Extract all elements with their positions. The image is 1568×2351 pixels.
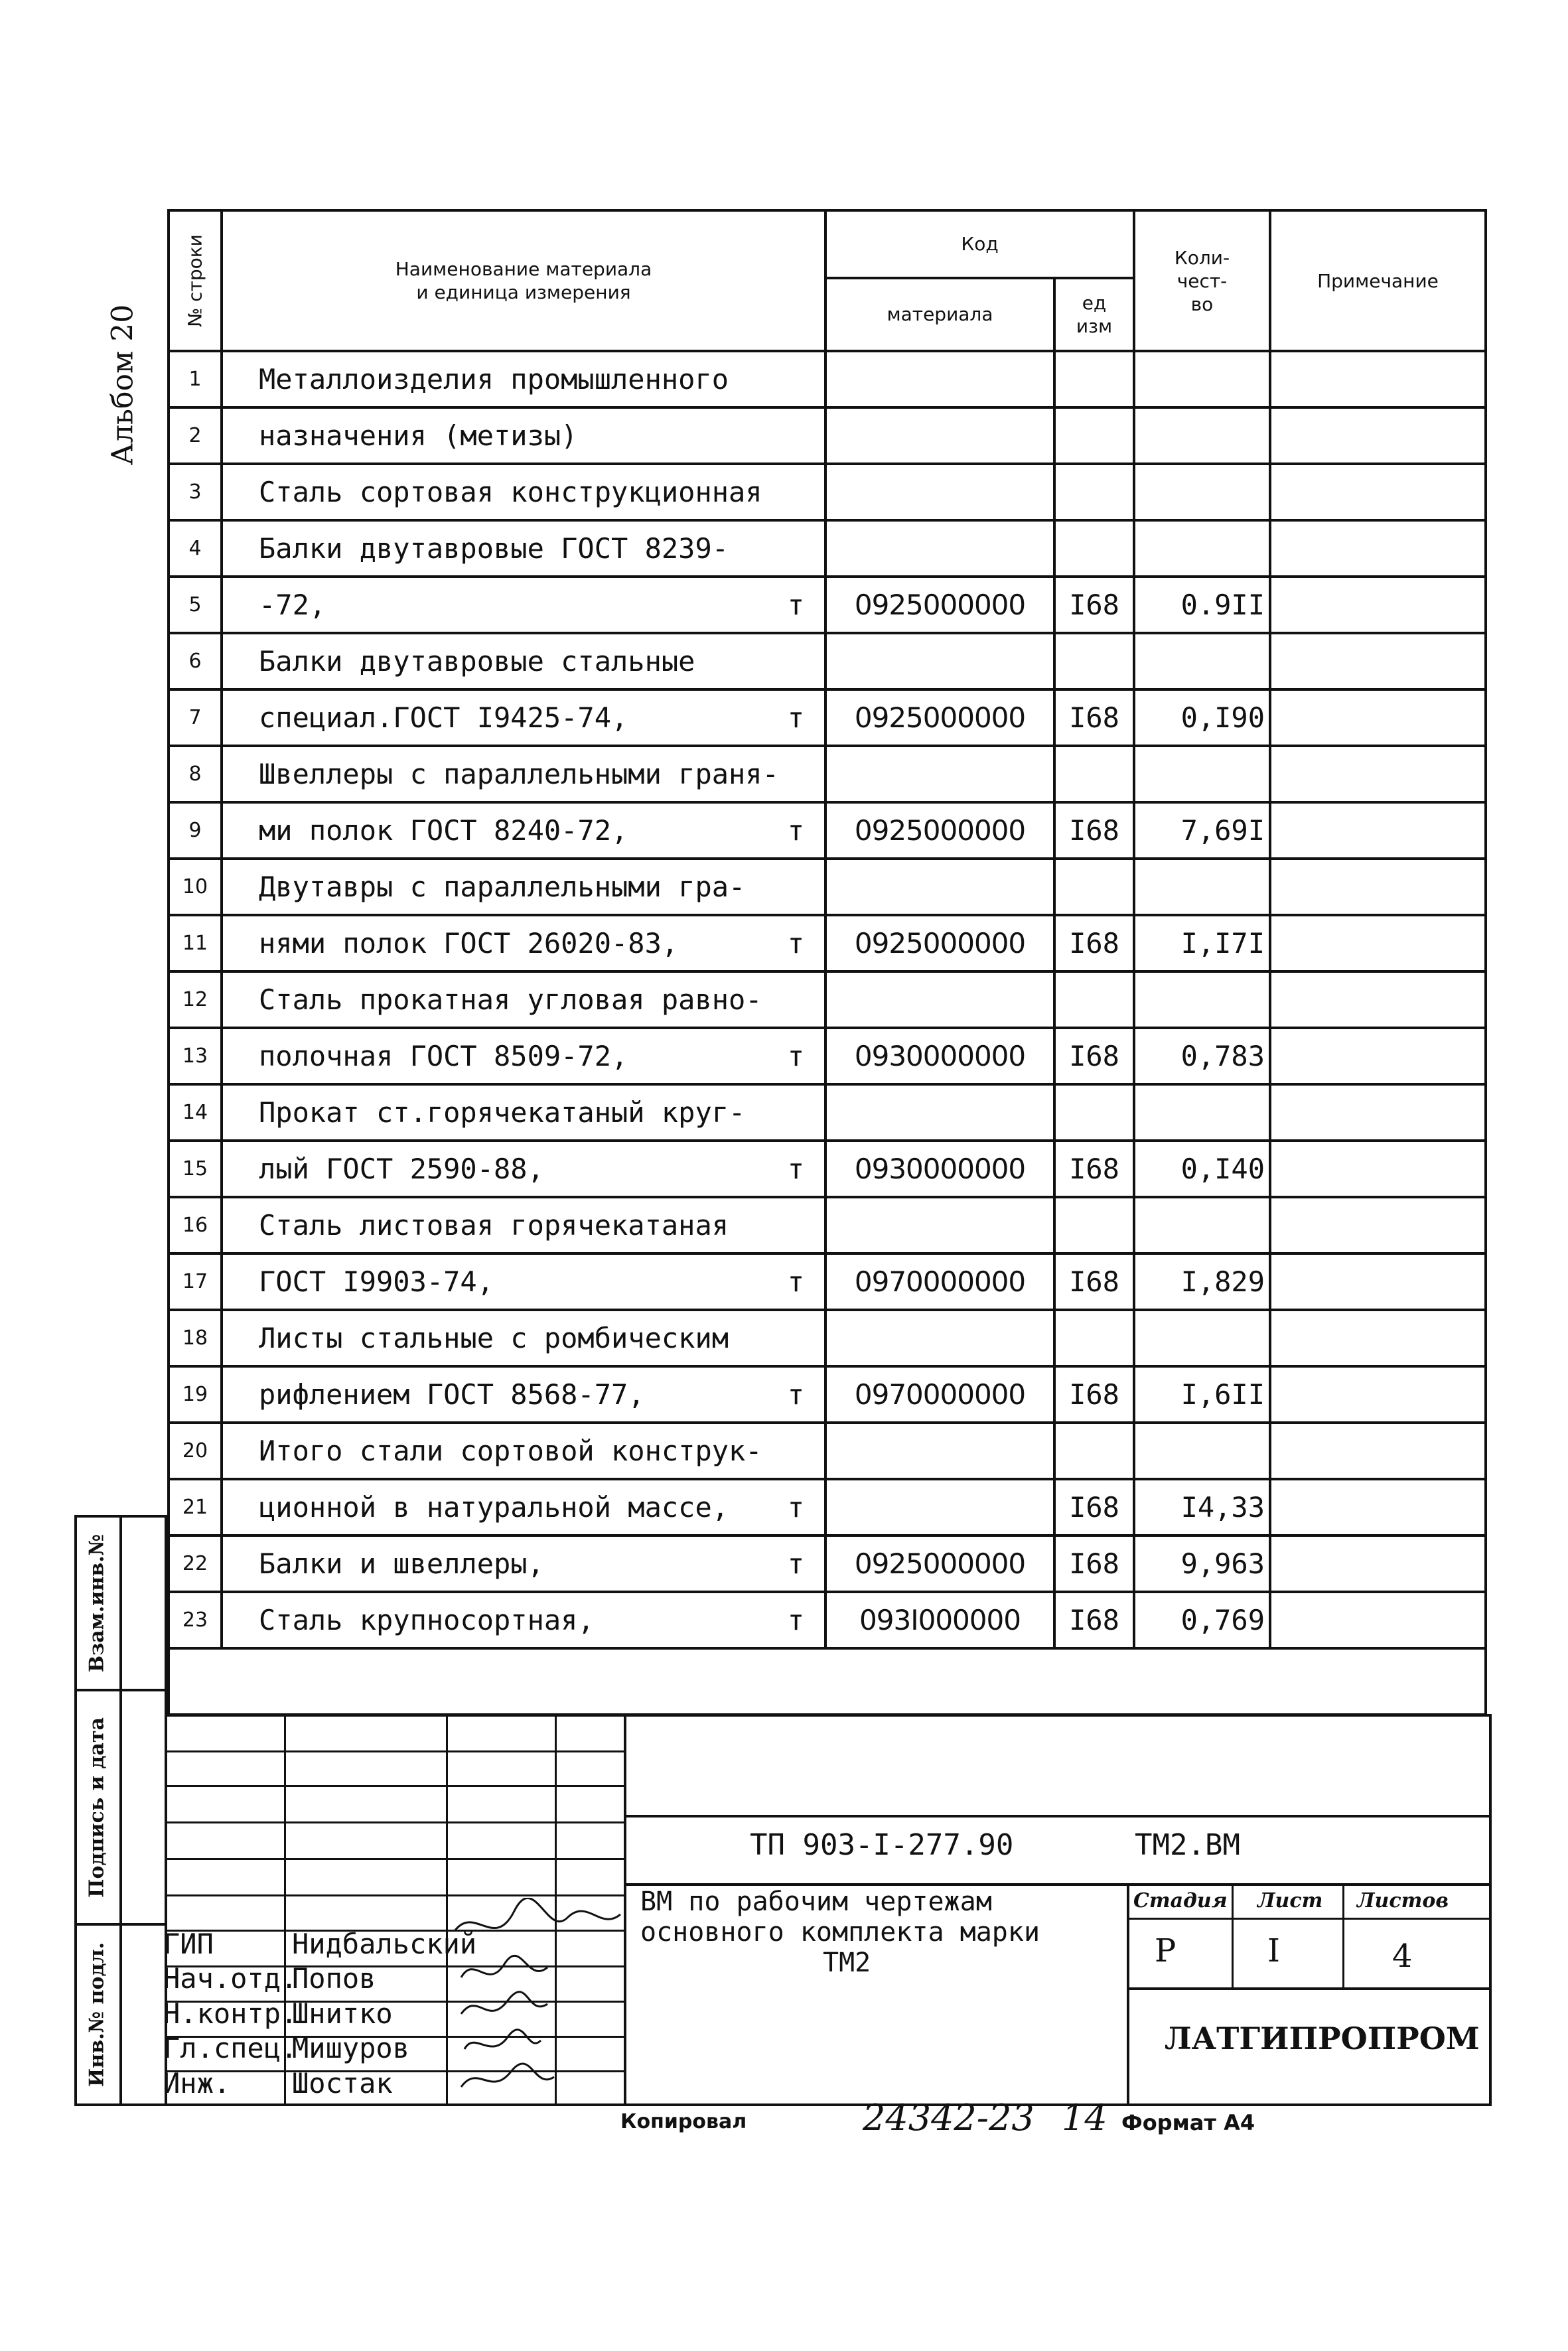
unit-code xyxy=(1054,1084,1134,1141)
material-code xyxy=(825,520,1054,577)
material-name-cell xyxy=(222,1253,825,1310)
material-name-cell xyxy=(222,971,825,1028)
header-name: Наименование материала и единица измерения xyxy=(222,210,825,351)
side-podpis-label: Подпись и дата xyxy=(85,1717,109,1898)
row-number: 7 xyxy=(169,689,222,746)
row-number: 10 xyxy=(169,859,222,915)
note xyxy=(1270,1535,1486,1592)
note xyxy=(1270,802,1486,859)
material-code xyxy=(825,1084,1054,1141)
material-code: 0930000000 xyxy=(825,1028,1054,1084)
row-number: 20 xyxy=(169,1423,222,1479)
material-unit: т xyxy=(787,927,804,960)
doc-title: ВМ по рабочим чертежам основного комплекта марки ТМ2 xyxy=(640,1887,1040,1978)
material-name-cell xyxy=(222,859,825,915)
header-qty: Коли- чест- во xyxy=(1134,210,1270,351)
doc-code: ТП 903-I-277.90 xyxy=(750,1828,1014,1862)
sheets-label: Листов xyxy=(1357,1889,1449,1912)
material-name: Сталь прокатная угловая равно- xyxy=(259,983,762,1016)
table-row xyxy=(169,1197,1486,1253)
note xyxy=(1270,1028,1486,1084)
table-row xyxy=(169,1366,1486,1423)
row-number: 8 xyxy=(169,746,222,802)
row-number: 17 xyxy=(169,1253,222,1310)
quantity: 0,769 xyxy=(1134,1592,1270,1648)
quantity: 9,963 xyxy=(1134,1535,1270,1592)
material-unit: т xyxy=(787,1040,804,1072)
table-row xyxy=(169,1535,1486,1592)
row-number: 22 xyxy=(169,1535,222,1592)
quantity: I,I7I xyxy=(1134,915,1270,971)
note xyxy=(1270,464,1486,520)
unit-code: I68 xyxy=(1054,1366,1134,1423)
material-code xyxy=(825,1423,1054,1479)
row-number: 23 xyxy=(169,1592,222,1648)
note xyxy=(1270,1479,1486,1535)
material-name: рифлением ГОСТ 8568-77, xyxy=(259,1378,645,1411)
material-code xyxy=(825,1479,1054,1535)
note xyxy=(1270,746,1486,802)
material-code: 0925000000 xyxy=(825,802,1054,859)
row-number: 16 xyxy=(169,1197,222,1253)
material-name-cell xyxy=(222,1141,825,1197)
unit-code xyxy=(1054,1197,1134,1253)
quantity: I4,33 xyxy=(1134,1479,1270,1535)
row-number: 21 xyxy=(169,1479,222,1535)
unit-code xyxy=(1054,1310,1134,1366)
material-name: -72, xyxy=(259,589,326,621)
material-unit: т xyxy=(787,1378,804,1411)
note xyxy=(1270,1366,1486,1423)
quantity xyxy=(1134,1197,1270,1253)
materials-table xyxy=(167,209,1487,1716)
quantity xyxy=(1134,1084,1270,1141)
material-name: Сталь сортовая конструкционная xyxy=(259,476,762,508)
note xyxy=(1270,915,1486,971)
unit-code xyxy=(1054,859,1134,915)
row-number: 9 xyxy=(169,802,222,859)
signer-name: Шнитко xyxy=(292,1997,393,2030)
quantity xyxy=(1134,633,1270,689)
header-note: Примечание xyxy=(1270,210,1486,351)
material-name-cell xyxy=(222,1535,825,1592)
note xyxy=(1270,1084,1486,1141)
quantity xyxy=(1134,407,1270,464)
material-unit: т xyxy=(787,1153,804,1185)
note xyxy=(1270,633,1486,689)
side-vzam-label: Взам.инв.№ xyxy=(85,1533,109,1673)
row-number: 11 xyxy=(169,915,222,971)
unit-code: I68 xyxy=(1054,577,1134,633)
material-name: Балки и швеллеры, xyxy=(259,1547,544,1580)
material-name-cell xyxy=(222,915,825,971)
material-code: 0925000000 xyxy=(825,689,1054,746)
row-number: 5 xyxy=(169,577,222,633)
table-row xyxy=(169,1592,1486,1648)
table-row xyxy=(169,1141,1486,1197)
quantity xyxy=(1134,1310,1270,1366)
material-name: Металлоизделия промышленного xyxy=(259,363,729,395)
note xyxy=(1270,577,1486,633)
unit-code: I68 xyxy=(1054,1535,1134,1592)
org-name: ЛАТГИПРОПРОМ xyxy=(1165,2021,1480,2056)
header-code-unit: ед изм xyxy=(1054,278,1134,351)
material-name: ми полок ГОСТ 8240-72, xyxy=(259,814,628,847)
signer-name: Мишуров xyxy=(292,2032,410,2064)
material-name-cell xyxy=(222,1197,825,1253)
material-name-cell xyxy=(222,633,825,689)
unit-code: I68 xyxy=(1054,802,1134,859)
row-number: 12 xyxy=(169,971,222,1028)
signatures-scribble xyxy=(448,1898,647,2103)
material-code xyxy=(825,971,1054,1028)
material-name-cell xyxy=(222,1028,825,1084)
material-code xyxy=(825,407,1054,464)
table-row xyxy=(169,915,1486,971)
table-row xyxy=(169,520,1486,577)
material-name: Прокат ст.горячекатаный круг- xyxy=(259,1096,746,1129)
note xyxy=(1270,1310,1486,1366)
material-name: ционной в натуральной массе, xyxy=(259,1491,729,1524)
quantity: 0,I90 xyxy=(1134,689,1270,746)
material-name: нями полок ГОСТ 26020-83, xyxy=(259,927,679,960)
table-row xyxy=(169,1253,1486,1310)
material-name: ГОСТ I9903-74, xyxy=(259,1265,494,1298)
table-empty-footer xyxy=(169,1648,1486,1715)
stage-label: Стадия xyxy=(1133,1889,1228,1912)
unit-code: I68 xyxy=(1054,1479,1134,1535)
material-code: 0925000000 xyxy=(825,1535,1054,1592)
row-number: 1 xyxy=(169,351,222,407)
signer-role: Н.контр. xyxy=(163,1997,298,2030)
signer-name: Шостак xyxy=(292,2067,393,2100)
sheet-value: I xyxy=(1267,1932,1280,1969)
quantity: 7,69I xyxy=(1134,802,1270,859)
material-code: 0970000000 xyxy=(825,1366,1054,1423)
material-name-cell xyxy=(222,1310,825,1366)
material-name-cell xyxy=(222,464,825,520)
material-name-cell xyxy=(222,407,825,464)
material-name-cell xyxy=(222,1366,825,1423)
material-unit: т xyxy=(787,1604,804,1636)
material-name: Сталь крупносортная, xyxy=(259,1604,595,1636)
footer-format: Формат А4 xyxy=(1121,2110,1255,2135)
material-name-cell xyxy=(222,577,825,633)
row-number: 14 xyxy=(169,1084,222,1141)
material-unit: т xyxy=(787,701,804,734)
table-row xyxy=(169,1028,1486,1084)
row-number: 4 xyxy=(169,520,222,577)
material-name-cell xyxy=(222,351,825,407)
quantity xyxy=(1134,859,1270,915)
unit-code xyxy=(1054,351,1134,407)
side-inv-label: Инв.№ подл. xyxy=(85,1942,109,2088)
table-row xyxy=(169,746,1486,802)
unit-code xyxy=(1054,746,1134,802)
unit-code: I68 xyxy=(1054,1141,1134,1197)
row-number: 13 xyxy=(169,1028,222,1084)
table-row xyxy=(169,577,1486,633)
material-code xyxy=(825,633,1054,689)
material-code xyxy=(825,1310,1054,1366)
material-code xyxy=(825,351,1054,407)
quantity xyxy=(1134,746,1270,802)
quantity: I,6II xyxy=(1134,1366,1270,1423)
material-name: Балки двутавровые ГОСТ 8239- xyxy=(259,532,729,565)
material-name: Швеллеры с параллельными граня- xyxy=(259,758,779,790)
quantity xyxy=(1134,464,1270,520)
signer-role: Гл.спец. xyxy=(163,2032,298,2064)
table-row xyxy=(169,351,1486,407)
unit-code xyxy=(1054,407,1134,464)
note xyxy=(1270,407,1486,464)
unit-code xyxy=(1054,464,1134,520)
material-name: Балки двутавровые стальные xyxy=(259,645,695,677)
quantity: 0.9II xyxy=(1134,577,1270,633)
table-header-row xyxy=(169,210,1486,278)
material-name-cell xyxy=(222,1423,825,1479)
quantity xyxy=(1134,971,1270,1028)
table-row xyxy=(169,971,1486,1028)
unit-code xyxy=(1054,971,1134,1028)
quantity: 0,783 xyxy=(1134,1028,1270,1084)
unit-code xyxy=(1054,1423,1134,1479)
material-name: Итого стали сортовой конструк- xyxy=(259,1435,762,1467)
table-row xyxy=(169,633,1486,689)
material-name: лый ГОСТ 2590-88, xyxy=(259,1153,544,1185)
material-code xyxy=(825,1197,1054,1253)
signer-role: ГИП xyxy=(163,1928,214,1960)
material-name-cell xyxy=(222,802,825,859)
material-code: 093I000000 xyxy=(825,1592,1054,1648)
note xyxy=(1270,689,1486,746)
material-unit: т xyxy=(787,814,804,847)
signer-role: Нач.отд. xyxy=(163,1962,298,1995)
material-name: специал.ГОСТ I9425-74, xyxy=(259,701,628,734)
note xyxy=(1270,1253,1486,1310)
doc-mark: ТМ2.ВМ xyxy=(1135,1828,1240,1862)
unit-code: I68 xyxy=(1054,1592,1134,1648)
unit-code xyxy=(1054,633,1134,689)
material-name: Листы стальные с ромбическим xyxy=(259,1322,729,1354)
note xyxy=(1270,1141,1486,1197)
note xyxy=(1270,971,1486,1028)
table-row xyxy=(169,1423,1486,1479)
quantity: I,829 xyxy=(1134,1253,1270,1310)
material-code: 0925000000 xyxy=(825,915,1054,971)
unit-code: I68 xyxy=(1054,689,1134,746)
quantity xyxy=(1134,520,1270,577)
material-name-cell xyxy=(222,1592,825,1648)
header-code: Код xyxy=(825,210,1134,278)
note xyxy=(1270,520,1486,577)
table-row xyxy=(169,1479,1486,1535)
material-code xyxy=(825,464,1054,520)
material-name-cell xyxy=(222,1084,825,1141)
material-code xyxy=(825,859,1054,915)
quantity xyxy=(1134,351,1270,407)
note xyxy=(1270,351,1486,407)
unit-code: I68 xyxy=(1054,915,1134,971)
material-code: 0970000000 xyxy=(825,1253,1054,1310)
material-name-cell xyxy=(222,520,825,577)
material-unit: т xyxy=(787,1265,804,1298)
sheets-value: 4 xyxy=(1392,1938,1413,1975)
header-row-no: № строки xyxy=(169,210,222,351)
footer-copied: Копировал xyxy=(620,2110,747,2133)
quantity: 0,I40 xyxy=(1134,1141,1270,1197)
table-row xyxy=(169,1310,1486,1366)
material-name-cell xyxy=(222,1479,825,1535)
row-number: 15 xyxy=(169,1141,222,1197)
stage-value: Р xyxy=(1155,1932,1176,1969)
row-number: 2 xyxy=(169,407,222,464)
table-row xyxy=(169,689,1486,746)
table-row xyxy=(169,464,1486,520)
table-row xyxy=(169,802,1486,859)
material-unit: т xyxy=(787,1547,804,1580)
table-row xyxy=(169,1084,1486,1141)
material-code: 0930000000 xyxy=(825,1141,1054,1197)
row-number: 19 xyxy=(169,1366,222,1423)
note xyxy=(1270,1592,1486,1648)
note xyxy=(1270,859,1486,915)
signer-role: Инж. xyxy=(163,2067,231,2100)
signer-name: Нидбальский xyxy=(292,1928,477,1960)
note xyxy=(1270,1423,1486,1479)
row-number: 6 xyxy=(169,633,222,689)
unit-code xyxy=(1054,520,1134,577)
material-name: полочная ГОСТ 8509-72, xyxy=(259,1040,628,1072)
header-code-material: материала xyxy=(825,278,1054,351)
album-label: Альбом 20 xyxy=(106,304,140,466)
sheet-label: Лист xyxy=(1257,1889,1323,1912)
footer-number: 24342-23 xyxy=(863,2097,1034,2139)
material-unit: т xyxy=(787,589,804,621)
row-number: 3 xyxy=(169,464,222,520)
signer-name: Попов xyxy=(292,1962,376,1995)
material-unit: т xyxy=(787,1491,804,1524)
row-number: 18 xyxy=(169,1310,222,1366)
footer-page: 14 xyxy=(1062,2097,1107,2139)
material-name: Двутавры с параллельными гра- xyxy=(259,871,746,903)
material-name: назначения (метизы) xyxy=(259,419,578,452)
material-name-cell xyxy=(222,689,825,746)
material-code: 0925000000 xyxy=(825,577,1054,633)
unit-code: I68 xyxy=(1054,1253,1134,1310)
unit-code: I68 xyxy=(1054,1028,1134,1084)
material-code xyxy=(825,746,1054,802)
table-row xyxy=(169,407,1486,464)
material-name-cell xyxy=(222,746,825,802)
quantity xyxy=(1134,1423,1270,1479)
note xyxy=(1270,1197,1486,1253)
table-row xyxy=(169,859,1486,915)
material-name: Сталь листовая горячекатаная xyxy=(259,1209,729,1242)
